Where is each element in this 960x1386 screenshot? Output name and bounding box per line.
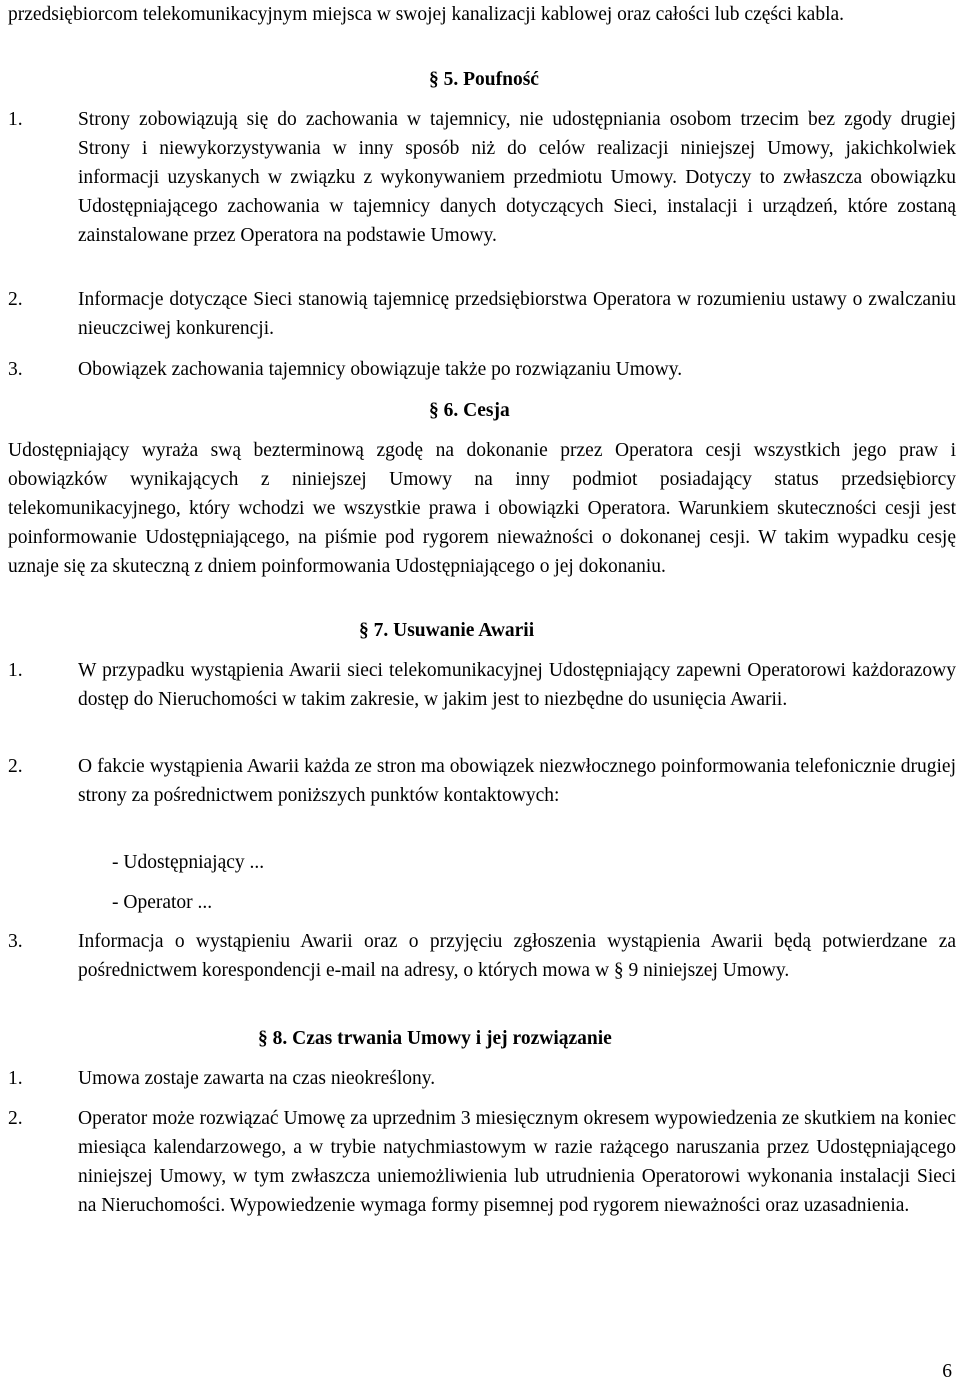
item-number: 3. — [8, 359, 23, 380]
item-text: Informacja o wystąpieniu Awarii oraz o przyjęciu zgłoszenia wystąpienia Awarii będą potwierdzane za pośrednictwem korespondencji e-mail na adresy, o których mowa w § 9 niniejszej Umowy. — [78, 931, 956, 981]
item-number: 2. — [8, 289, 23, 310]
item-number: 3. — [8, 931, 23, 952]
section-7-item-2 — [8, 752, 956, 810]
item-number: 1. — [8, 660, 23, 681]
contact-operator: - Operator ... — [112, 892, 213, 913]
section-7-item-3 — [8, 927, 956, 985]
section-6-text: Udostępniający wyraża swą bezterminową zgodę na dokonanie przez Operatora cesji wszystkich jego praw i obowiązków wynikających z niniejszej Umowy na inny podmiot posiadający status przedsiębiorcy telekomunikacyjnego, który wchodzi we wszystkie prawa i obowiązki Operatora. Warunkiem skuteczności cesji jest poinformowanie Udostępniającego, na piśmie pod rygorem nieważności o dokonanej cesji. W takim wypadku cesję uznaje się za skuteczną z dniem poinformowania Udostępniającego o jej dokonaniu. — [8, 440, 956, 577]
section-8-heading: § 8. Czas trwania Umowy i jej rozwiązanie — [258, 1028, 612, 1049]
item-text: W przypadku wystąpienia Awarii sieci telekomunikacyjnej Udostępniający zapewni Operatorowi każdorazowy dostęp do Nieruchomości w takim zakresie, w jakim jest to niezbędne do usunięcia Awarii. — [78, 660, 956, 710]
item-text: Strony zobowiązują się do zachowania w tajemnicy, nie udostępniania osobom trzecim bez zgody drugiej Strony i niewykorzystywania w inny sposób niż do celów realizacji niniejszej Umowy, jakichkolwiek informacji uzyskanych w związku z wykonywaniem przedmiotu Umowy. Dotyczy to zwłaszcza obowiązku Udostępniającego zachowania w tajemnicy danych dotyczących Sieci, instalacji i urządzeń, które zostaną zainstalowane przez Operatora na podstawie Umowy. — [78, 109, 956, 246]
section-5-item-3 — [8, 355, 956, 384]
contact-udostepniajacy: - Udostępniający ... — [112, 852, 265, 873]
section-7-heading: § 7. Usuwanie Awarii — [359, 620, 535, 641]
section-5-item-1 — [8, 105, 956, 250]
item-text: Obowiązek zachowania tajemnicy obowiązuje także po rozwiązaniu Umowy. — [78, 359, 683, 380]
section-5-item-2 — [8, 285, 956, 343]
item-number: 1. — [8, 109, 23, 130]
item-number: 2. — [8, 756, 23, 777]
item-text: O fakcie wystąpienia Awarii każda ze stron ma obowiązek niezwłocznego poinformowania telefonicznie drugiej strony za pośrednictwem poniższych punktów kontaktowych: — [78, 756, 956, 806]
page-number: 6 — [942, 1361, 952, 1382]
section-6-heading: § 6. Cesja — [429, 400, 510, 421]
item-number: 1. — [8, 1068, 23, 1089]
item-text: Operator może rozwiązać Umowę za uprzednim 3 miesięcznym okresem wypowiedzenia ze skutkiem na koniec miesiąca kalendarzowego, a w trybie natychmiastowym w razie rażącego naruszania przez Udostępniającego niniejszej Umowy, w tym zwłaszcza uniemożliwienia lub utrudnienia Operatorowi wykonania instalacji Sieci na Nieruchomości. Wypowiedzenie wymaga formy pisemnej pod rygorem nieważności oraz uzasadnienia. — [78, 1108, 956, 1216]
item-text: Umowa zostaje zawarta na czas nieokreślony. — [78, 1068, 436, 1089]
section-8-item-1 — [8, 1064, 956, 1093]
section-8-item-2 — [8, 1104, 956, 1220]
section-5-heading: § 5. Poufność — [429, 69, 539, 90]
section-7-item-1 — [8, 656, 956, 714]
intro-continuation: przedsiębiorcom telekomunikacyjnym miejsca w swojej kanalizacji kablowej oraz całości lub części kabla. — [8, 4, 845, 25]
item-number: 2. — [8, 1108, 23, 1129]
item-text: Informacje dotyczące Sieci stanowią tajemnicę przedsiębiorstwa Operatora w rozumieniu ustawy o zwalczaniu nieuczciwej konkurencji. — [78, 289, 956, 339]
